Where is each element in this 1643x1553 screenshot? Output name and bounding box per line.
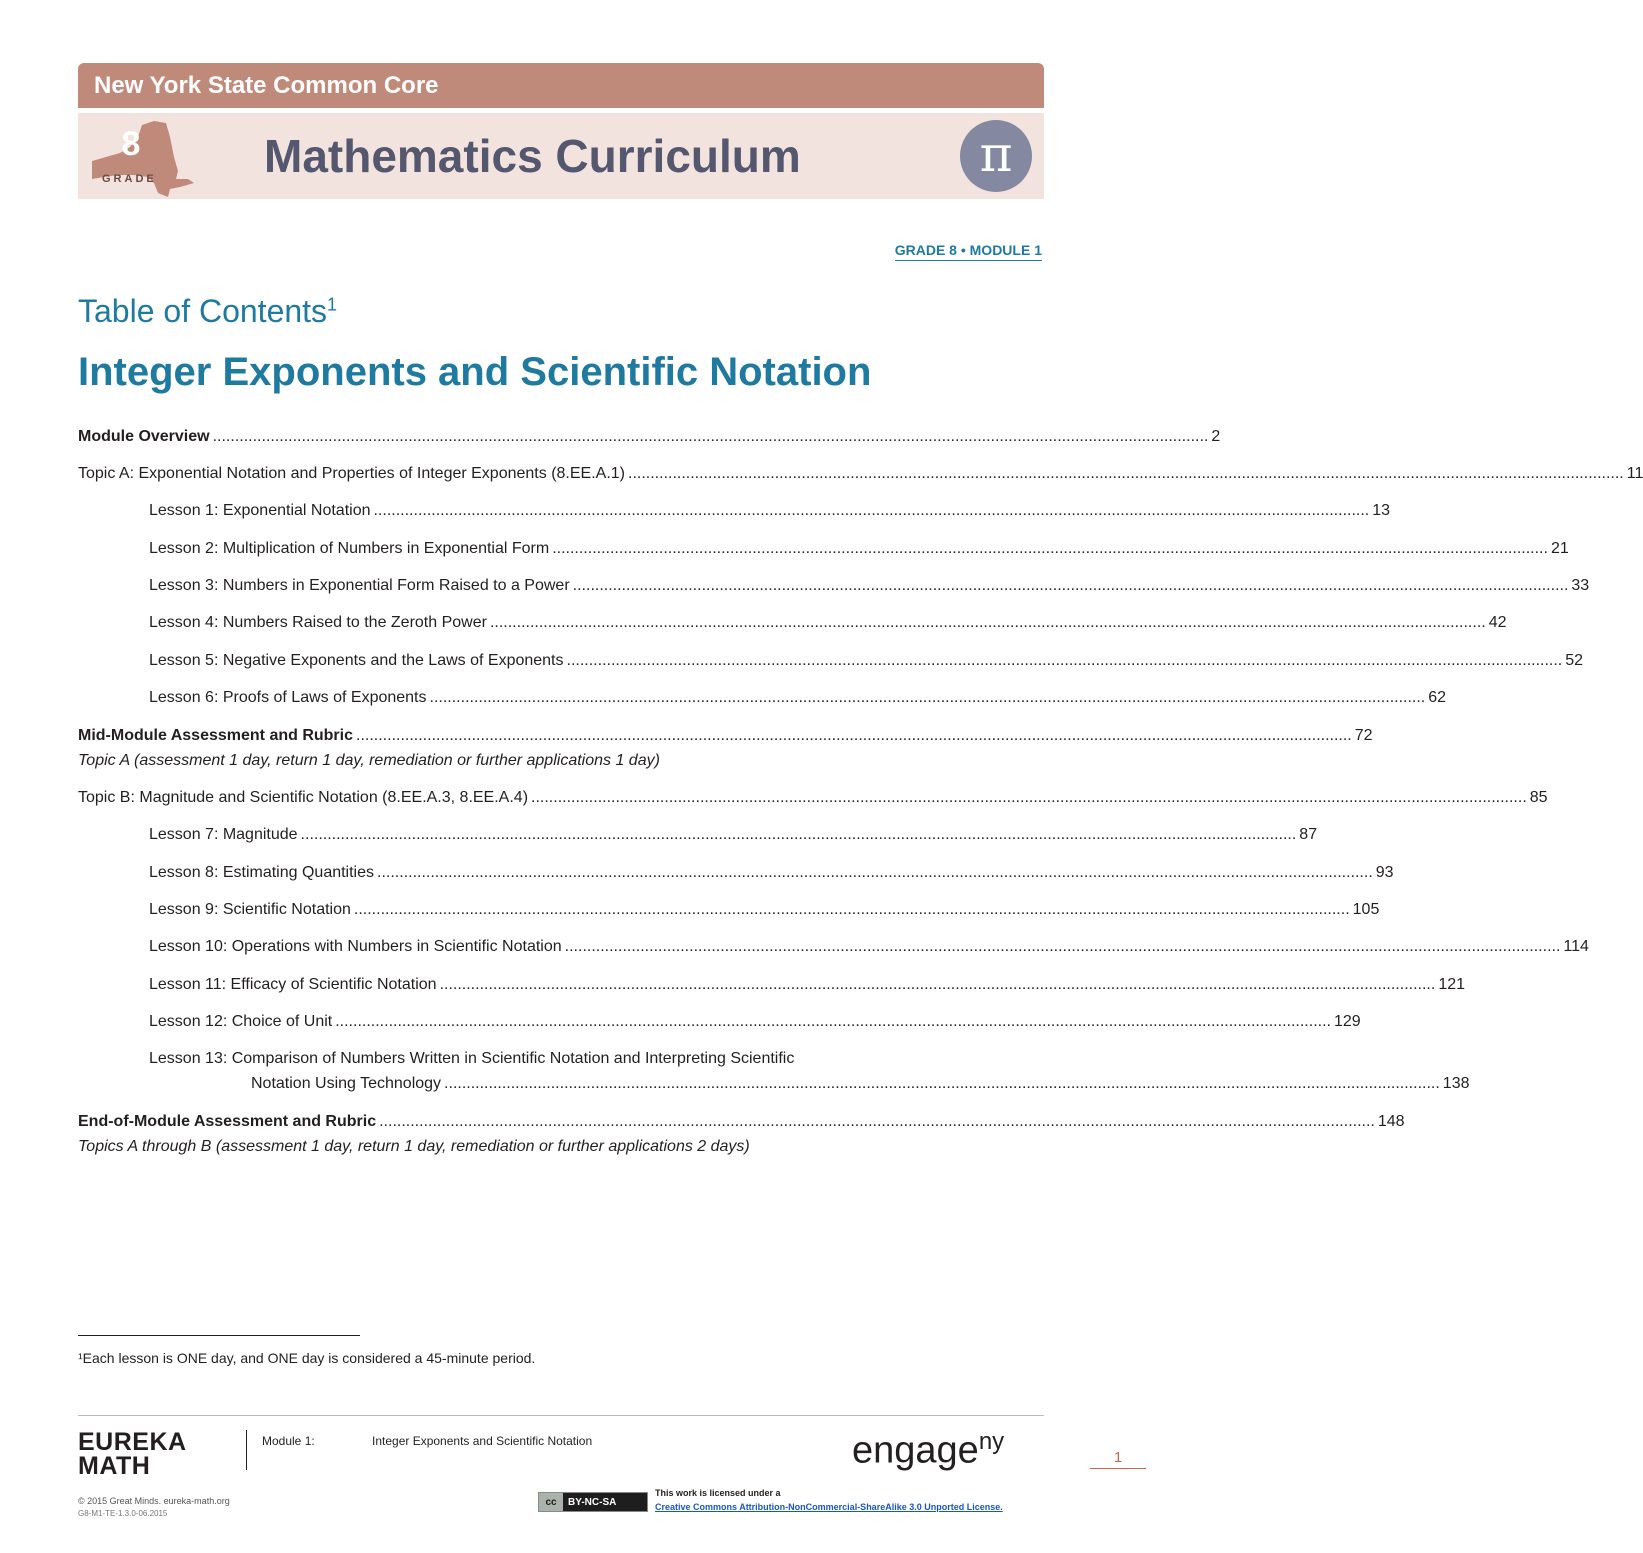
creative-commons-badge[interactable]: cc BY-NC-SA	[538, 1492, 648, 1512]
license-link[interactable]: Creative Commons Attribution-NonCommercial-ShareAlike 3.0 Unported License.	[655, 1502, 1003, 1512]
curriculum-title: Mathematics Curriculum	[264, 130, 801, 182]
toc-heading: Table of Contents$^1$	[78, 293, 338, 329]
mid-module-note: Topic A (assessment 1 day, return 1 day, remediation or further applications 1 day)	[78, 752, 660, 769]
toc-entry-lesson-2[interactable]: Lesson 2: Multiplication of Numbers in Exponential Form ................................................................................................................................................................................................................................ 21	[149, 540, 1569, 557]
toc-entry-lesson-3[interactable]: Lesson 3: Numbers in Exponential Form Raised to a Power ................................................................................................................................................................................................................................ 33	[149, 577, 1590, 594]
toc-entry-topic-b[interactable]: Topic B: Magnitude and Scientific Notation (8.EE.A.3, 8.EE.A.4) ................................................................................................................................................................................................................................ 85	[78, 789, 1548, 806]
toc-entry-lesson-4[interactable]: Lesson 4: Numbers Raised to the Zeroth Power ................................................................................................................................................................................................................................ 42	[149, 614, 1507, 631]
toc-entry-lesson-12[interactable]: Lesson 12: Choice of Unit ................................................................................................................................................................................................................................ 129	[149, 1013, 1361, 1030]
banner-top	[78, 63, 1044, 108]
toc-entry-mid-module-assessment[interactable]: Mid-Module Assessment and Rubric ................................................................................................................................................................................................................................ 72	[78, 727, 1373, 744]
page-number: 1	[1113, 1449, 1123, 1466]
module-title: Integer Exponents and Scientific Notation	[78, 350, 872, 394]
footnote-divider	[78, 1335, 360, 1336]
toc-entry-lesson-11[interactable]: Lesson 11: Efficacy of Scientific Notation ................................................................................................................................................................................................................................ 121	[149, 976, 1466, 993]
toc-entry-topic-a[interactable]: Topic A: Exponential Notation and Properties of Integer Exponents (8.EE.A.1) ................................................................................................................................................................................................................................ 11	[78, 465, 1643, 482]
toc-entry-end-module-assessment[interactable]: End-of-Module Assessment and Rubric ................................................................................................................................................................................................................................ 148	[78, 1113, 1405, 1130]
module-label: GRADE 8 • MODULE 1	[895, 242, 1042, 261]
toc-entry-lesson-5[interactable]: Lesson 5: Negative Exponents and the Laws of Exponents ................................................................................................................................................................................................................................ 52	[149, 652, 1584, 669]
grade-number: 8	[121, 125, 141, 163]
banner-main	[78, 113, 1044, 199]
footer-module-title: Integer Exponents and Scientific Notation	[372, 1434, 593, 1448]
toc-entry-lesson-13[interactable]: Notation Using Technology ................................................................................................................................................................................................................................ 138	[251, 1075, 1470, 1092]
engageny-logo: engage$^{ny}$	[852, 1428, 1005, 1472]
toc-entry-lesson-1[interactable]: Lesson 1: Exponential Notation ................................................................................................................................................................................................................................ 13	[149, 502, 1391, 519]
toc-entry-lesson-6[interactable]: Lesson 6: Proofs of Laws of Exponents ................................................................................................................................................................................................................................ 62	[149, 689, 1447, 706]
grade-word: GRADE	[102, 173, 157, 185]
footer-divider	[78, 1415, 1044, 1416]
footer-separator	[246, 1430, 247, 1470]
cc-icon: cc	[539, 1493, 563, 1511]
pi-icon: π	[960, 120, 1032, 192]
toc-entry-lesson-9[interactable]: Lesson 9: Scientific Notation ................................................................................................................................................................................................................................ 105	[149, 901, 1380, 918]
state-title: New York State Common Core	[94, 72, 439, 99]
toc-entry-lesson-13-line1[interactable]: Lesson 13: Comparison of Numbers Written in Scientific Notation and Interpreting Scientific	[149, 1050, 795, 1067]
toc-entry-module-overview[interactable]: Module Overview ................................................................................................................................................................................................................................ 2	[78, 428, 1221, 445]
footnote-ref: 1	[327, 294, 338, 315]
toc-entry-lesson-7[interactable]: Lesson 7: Magnitude ................................................................................................................................................................................................................................ 87	[149, 826, 1318, 843]
toc-entry-lesson-10[interactable]: Lesson 10: Operations with Numbers in Scientific Notation ................................................................................................................................................................................................................................ 114	[149, 938, 1589, 955]
copyright: © 2015 Great Minds. eureka-math.org	[78, 1496, 230, 1506]
page-number-underline	[1090, 1468, 1146, 1469]
eureka-math-logo: EUREKA MATH	[78, 1428, 187, 1480]
footnote: ¹Each lesson is ONE day, and ONE day is considered a 45-minute period.	[78, 1350, 536, 1366]
license-text: This work is licensed under a	[655, 1488, 781, 1498]
toc-entry-lesson-8[interactable]: Lesson 8: Estimating Quantities ................................................................................................................................................................................................................................ 93	[149, 864, 1394, 881]
document-code: G8-M1-TE-1.3.0-06.2015	[78, 1509, 168, 1518]
end-module-note: Topics A through B (assessment 1 day, return 1 day, remediation or further applications 2 days)	[78, 1138, 750, 1155]
footer-module-label: Module 1:	[262, 1434, 315, 1448]
